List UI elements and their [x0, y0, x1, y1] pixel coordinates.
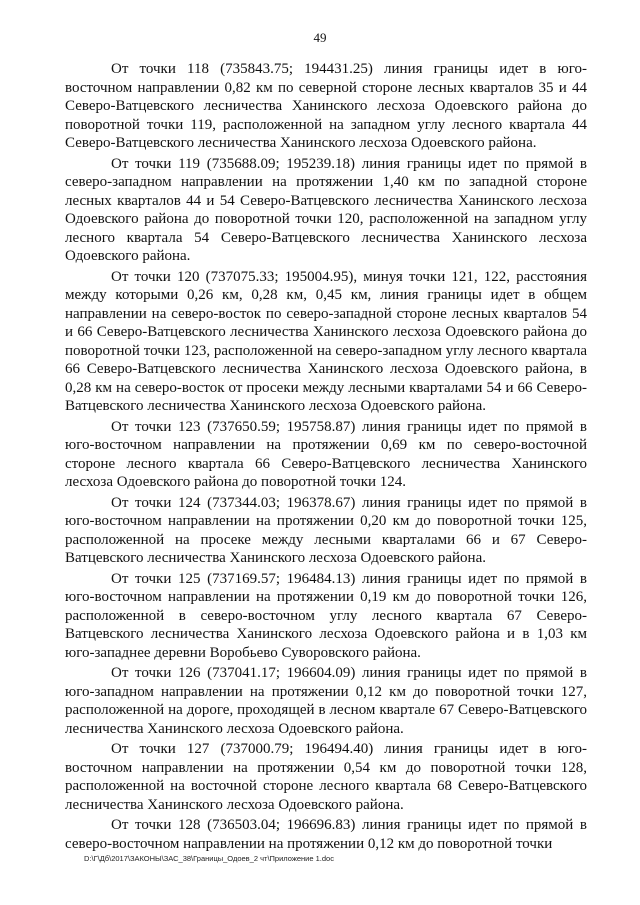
paragraph-point-123: От точки 123 (737650.59; 195758.87) линия границы идет по прямой в юго-восточном направлении на протяжении 0,69 км по северо-восточной стороне лесного квартала 66 Северо-Ватцевского лесничества Ханинского лесхоза Одоевского района до поворотной точки 124.	[65, 418, 587, 490]
paragraph-point-126: От точки 126 (737041.17; 196604.09) линия границы идет по прямой в юго-западном направлении на протяжении 0,12 км до поворотной точки 127, расположенной на дороге, проходящей в лесном квартале 67 Северо-Ватцевского лесничества Ханинского лесхоза Одоевского района.	[65, 665, 587, 737]
paragraph-point-127: От точки 127 (737000.79; 196494.40) линия границы идет в юго-восточном направлении на протяжении 0,54 км до поворотной точки 128, расположенной на восточной стороне лесного квартала 68 Северо-Ватцевского лесничества Ханинского лесхоза Одоевского района.	[65, 741, 587, 813]
paragraph-point-118: От точки 118 (735843.75; 194431.25) линия границы идет в юго-восточном направлении 0,82 км по северной стороне лесных кварталов 35 и 44 Северо-Ватцевского лесничества Ханинского лесхоза Одоевского района до поворотной точки 119, расположенной на западном углу лесного квартала 44 Северо-Ватцевского лесничества Ханинского лесхоза Одоевского района.	[65, 61, 587, 151]
paragraph-point-128: От точки 128 (736503.04; 196696.83) линия границы идет по прямой в северо-восточном направлении на протяжении 0,12 км до поворотной точки	[65, 817, 587, 852]
document-body	[65, 60, 587, 855]
paragraph-point-124: От точки 124 (737344.03; 196378.67) линия границы идет по прямой в юго-восточном направлении на протяжении 0,20 км до поворотной точки 125, расположенной на просеке между лесными кварталами 66 и 67 Северо-Ватцевского лесничества Ханинского лесхоза Одоевского района.	[65, 494, 587, 566]
footer-file-path: D:\Г\Дб\2017\ЗАКОНЫ\ЗАС_38\Границы_Одоев_2 чт\Приложение 1.doc	[84, 854, 334, 863]
paragraph-point-120: От точки 120 (737075.33; 195004.95), минуя точки 121, 122, расстояния между которыми 0,26 км, 0,28 км, 0,45 км, линия границы идет в общем направлении на северо-восток по северо-западной стороне лесных кварталов 54 и 66 Северо-Ватцевского лесничества Ханинского лесхоза Одоевского района до поворотной точки 123, расположенной на северо-западном углу лесного квартала 66 Северо-Ватцевского лесничества Ханинского лесхоза Одоевского района, в 0,28 км на северо-восток от просеки между лесными кварталами 54 и 66 Северо-Ватцевского лесничества Ханинского лесхоза Одоевского района.	[65, 268, 587, 414]
page-number: 49	[313, 30, 327, 45]
paragraph-point-119: От точки 119 (735688.09; 195239.18) линия границы идет по прямой в северо-западном направлении на протяжении 1,40 км по западной стороне лесных кварталов 44 и 54 Северо-Ватцевского лесничества Ханинского лесхоза Одоевского района до поворотной точки 120, расположенной на западном углу лесного квартала 54 Северо-Ватцевского лесничества Ханинского лесхоза Одоевского района.	[65, 155, 587, 264]
paragraph-point-125: От точки 125 (737169.57; 196484.13) линия границы идет по прямой в юго-восточном направлении на протяжении 0,19 км до поворотной точки 126, расположенной в северо-восточном углу лесного квартала 67 Северо-Ватцевского лесничества Ханинского лесхоза Одоевского района и в 1,03 км юго-западнее деревни Воробьево Суворовского района.	[65, 570, 587, 661]
